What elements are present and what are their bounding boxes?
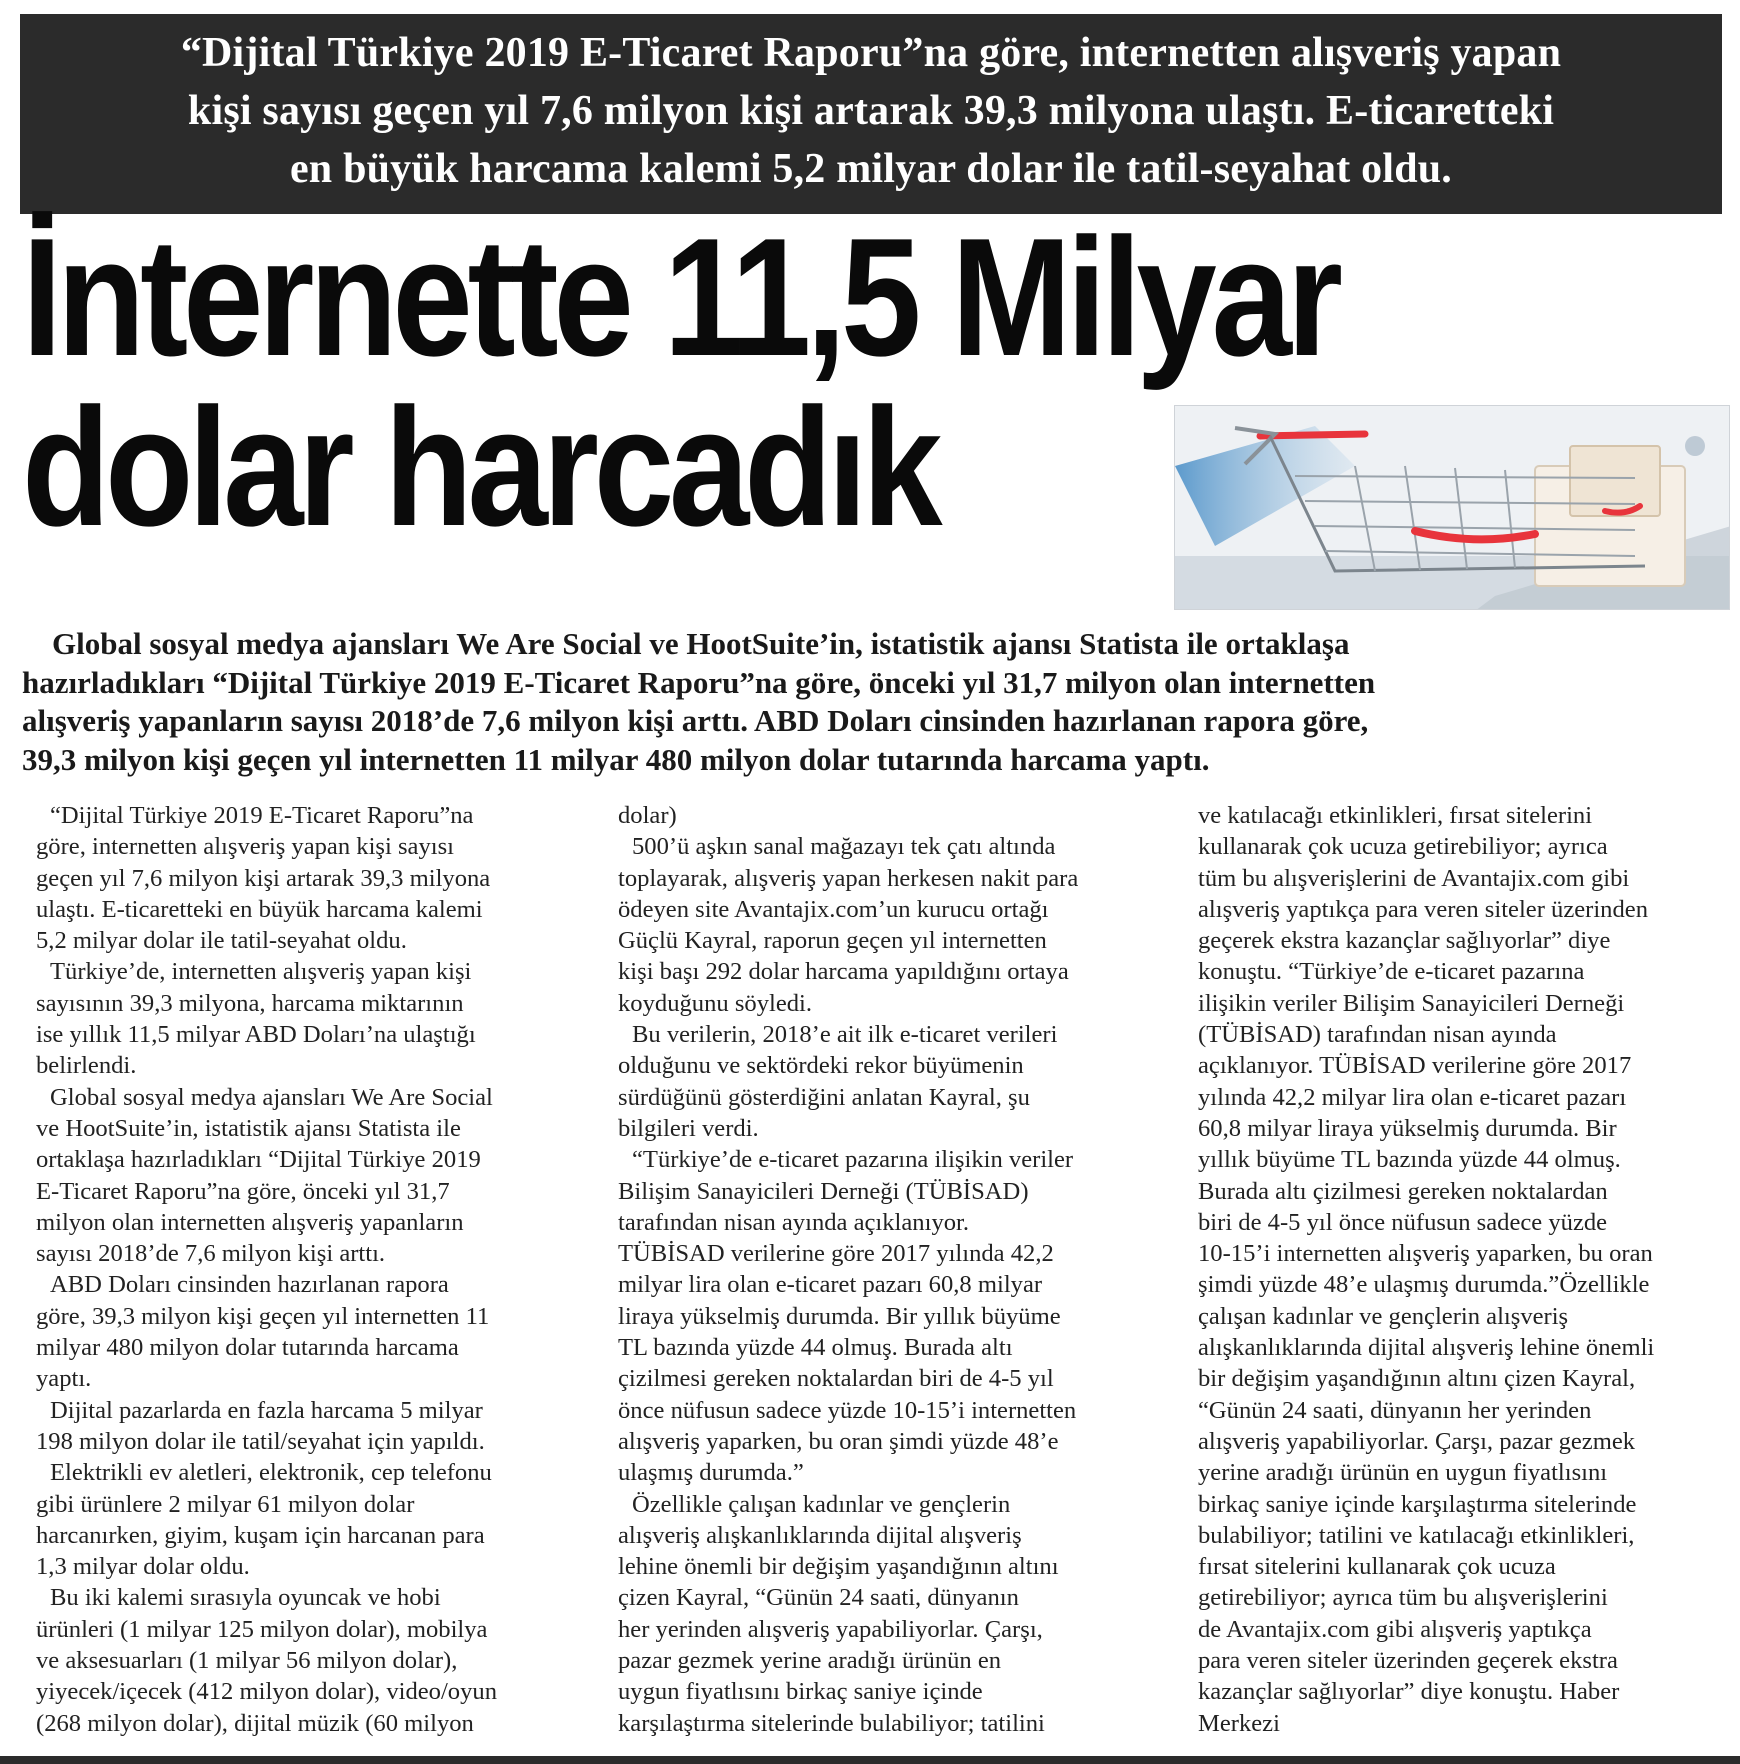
body-line: ulaştı. E-ticaretteki en büyük harcama kalemi xyxy=(36,895,483,923)
body-line: toplayarak, alışveriş yapan herkesen nakit para xyxy=(618,864,1079,892)
body-line: E-Ticaret Raporu”na göre, önceki yıl 31,7 xyxy=(36,1177,450,1205)
body-line: göre, internetten alışveriş yapan kişi sayısı xyxy=(36,833,454,861)
body-line: geçen yıl 7,6 milyon kişi artarak 39,3 milyona xyxy=(36,864,491,892)
lead-line: Global sosyal medya ajansları We Are Social ve HootSuite’in, istatistik ajansı Statista ile ortaklaşa xyxy=(52,626,1350,661)
body-line: milyar 480 milyon dolar tutarında harcama xyxy=(36,1334,459,1362)
body-line: göre, 39,3 milyon kişi geçen yıl internetten 11 xyxy=(36,1302,490,1330)
body-line: belirlendi. xyxy=(36,1052,137,1080)
body-line: Elektrikli ev aletleri, elektronik, cep telefonu xyxy=(50,1459,492,1487)
body-line: sayısı 2018’de 7,6 milyon kişi arttı. xyxy=(36,1240,386,1268)
body-line: “Günün 24 saati, dünyanın her yerinden xyxy=(1198,1396,1592,1424)
bottom-rule xyxy=(0,1756,1740,1764)
body-line: Dijital pazarlarda en fazla harcama 5 milyar xyxy=(50,1396,483,1424)
body-line: yılında 42,2 milyar lira olan e-ticaret pazarı xyxy=(1198,1083,1627,1111)
body-line: 60,8 milyar liraya yükselmiş durumda. Bir xyxy=(1198,1114,1617,1142)
shopping-cart-photo xyxy=(1174,405,1730,610)
body-line: yiyecek/içecek (412 milyon dolar), video/oyun xyxy=(36,1678,497,1706)
body-line: çizilmesi gereken noktalardan biri de 4-5 yıl xyxy=(618,1365,1054,1393)
deck-line: en büyük harcama kalemi 5,2 milyar dolar ile tatil-seyahat oldu. xyxy=(289,146,1453,192)
body-line: bir değişim yaşandığının altını çizen Kayral, xyxy=(1198,1365,1636,1393)
body-line: biri de 4-5 yıl önce nüfusun sadece yüzde xyxy=(1198,1208,1608,1236)
body-line: lehine önemli bir değişim yaşandığının altını xyxy=(618,1553,1059,1581)
body-line: karşılaştırma sitelerinde bulabiliyor; tatilini xyxy=(618,1709,1045,1737)
body-line: (268 milyon dolar), dijital müzik (60 milyon xyxy=(36,1709,474,1737)
body-line: ABD Doları cinsinden hazırlanan rapora xyxy=(50,1271,449,1299)
body-line: tarafından nisan ayında açıklanıyor. xyxy=(618,1208,970,1236)
body-line: uygun fiyatlısını birkaç saniye içinde xyxy=(618,1678,983,1706)
lead-line: 39,3 milyon kişi geçen yıl internetten 11 milyar 480 milyon dolar tutarında harcama yaptı. xyxy=(22,741,1210,777)
body-line: yerine aradığı ürünün en uygun fiyatlısını xyxy=(1198,1459,1608,1487)
body-line: bulabiliyor; tatilini ve katılacağı etkinlikleri, xyxy=(1198,1521,1635,1549)
lead-paragraph xyxy=(22,625,1722,779)
body-line: Türkiye’de, internetten alışveriş yapan kişi xyxy=(50,958,472,986)
body-line: “Dijital Türkiye 2019 E-Ticaret Raporu”na xyxy=(50,802,474,829)
deck-line: kişi sayısı geçen yıl 7,6 milyon kişi artarak 39,3 milyona ulaştı. E-ticaretteki xyxy=(187,88,1555,134)
body-line: önce nüfusun sadece yüzde 10-15’i internetten xyxy=(618,1396,1077,1424)
body-line: sayısının 39,3 milyona, harcama miktarının xyxy=(36,989,464,1017)
body-line: ürünleri (1 milyar 125 milyon dolar), mobilya xyxy=(36,1615,488,1643)
body-line: ve aksesuarları (1 milyar 56 milyon dolar), xyxy=(36,1647,458,1675)
body-line: birkaç saniye içinde karşılaştırma sitelerinde xyxy=(1198,1490,1637,1518)
body-line: dolar) xyxy=(618,802,677,829)
body-line: ise yıllık 11,5 milyar ABD Doları’na ulaştığı xyxy=(36,1021,476,1049)
body-line: (TÜBİSAD) tarafından nisan ayında xyxy=(1198,1021,1557,1049)
deck-line: “Dijital Türkiye 2019 E-Ticaret Raporu”na göre, internetten alışveriş yapan xyxy=(180,30,1562,76)
body-line: alışveriş yapabiliyorlar. Çarşı, pazar gezmek xyxy=(1198,1427,1636,1455)
body-line: TÜBİSAD verilerine göre 2017 yılında 42,2 xyxy=(618,1240,1054,1268)
body-line: para veren siteler üzerinden geçerek ekstra xyxy=(1198,1647,1618,1675)
body-line: gibi ürünlere 2 milyar 61 milyon dolar xyxy=(36,1490,415,1518)
body-line: Bu iki kalemi sırasıyla oyuncak ve hobi xyxy=(50,1584,441,1612)
headline-line-2: dolar harcadık xyxy=(22,373,938,561)
lead-line: hazırladıkları “Dijital Türkiye 2019 E-Ticaret Raporu”na göre, önceki yıl 31,7 milyon olan internetten xyxy=(22,664,1376,700)
body-line: Özellikle çalışan kadınlar ve gençlerin xyxy=(632,1490,1011,1518)
body-line: Global sosyal medya ajansları We Are Social xyxy=(50,1083,493,1111)
body-line: liraya yükselmiş durumda. Bir yıllık büyüme xyxy=(618,1302,1061,1330)
body-line: ödeyen site Avantajix.com’un kurucu ortağı xyxy=(618,895,1049,923)
body-line: alışveriş yaptıkça para veren siteler üzerinden xyxy=(1198,895,1648,923)
body-line: alışkanlıklarında dijital alışveriş lehine önemli xyxy=(1198,1334,1655,1362)
body-line: ilişikin veriler Bilişim Sanayicileri Derneği xyxy=(1198,989,1625,1017)
body-column-3 xyxy=(1198,800,1740,1739)
body-line: her yerinden alışveriş yapabiliyorlar. Çarşı, xyxy=(618,1615,1043,1643)
body-line: Bilişim Sanayicileri Derneği (TÜBİSAD) xyxy=(618,1177,1029,1205)
body-line: kazançlar sağlıyorlar” diye konuştu. Haber xyxy=(1198,1678,1620,1706)
body-line: yıllık büyüme TL bazında yüzde 44 olmuş. xyxy=(1198,1146,1621,1174)
body-line: Merkezi xyxy=(1198,1709,1280,1737)
body-line: çalışan kadınlar ve gençlerin alışveriş xyxy=(1198,1302,1569,1330)
body-line: ve katılacağı etkinlikleri, fırsat sitelerini xyxy=(1198,802,1593,829)
body-line: yaptı. xyxy=(36,1365,92,1393)
body-line: ve HootSuite’in, istatistik ajansı Statista ile xyxy=(36,1114,461,1142)
body-line: konuştu. “Türkiye’de e-ticaret pazarına xyxy=(1198,958,1585,986)
headline xyxy=(22,203,1338,561)
body-line: olduğunu ve sektördeki rekor büyümenin xyxy=(618,1052,1024,1080)
body-line: geçerek ekstra kazançlar sağlıyorlar” diye xyxy=(1198,927,1611,955)
body-line: 500’ü aşkın sanal mağazayı tek çatı altında xyxy=(632,833,1056,861)
body-line: tüm bu alışverişlerini de Avantajix.com gibi xyxy=(1198,864,1630,892)
body-line: de Avantajix.com gibi alışveriş yaptıkça xyxy=(1198,1615,1592,1643)
body-line: 198 milyon dolar ile tatil/seyahat için yapıldı. xyxy=(36,1427,485,1455)
shopping-cart-icon xyxy=(1175,406,1730,610)
deck-box xyxy=(20,14,1722,214)
lead-line: alışveriş yapanların sayısı 2018’de 7,6 milyon kişi arttı. ABD Doları cinsinden hazırlanan rapora göre, xyxy=(22,703,1369,738)
body-line: harcanırken, giyim, kuşam için harcanan para xyxy=(36,1521,485,1549)
body-line: ortaklaşa hazırladıkları “Dijital Türkiye 2019 xyxy=(36,1146,481,1174)
body-line: milyon olan internetten alışveriş yapanların xyxy=(36,1208,464,1236)
body-line: sürdüğünü gösterdiğini anlatan Kayral, şu xyxy=(618,1083,1030,1111)
body-line: Güçlü Kayral, raporun geçen yıl internetten xyxy=(618,927,1047,955)
body-line: ulaşmış durumda.” xyxy=(618,1459,804,1487)
body-line: kullanarak çok ucuza getirebiliyor; ayrıca xyxy=(1198,833,1608,861)
body-line: alışveriş alışkanlıklarında dijital alışveriş xyxy=(618,1521,1022,1549)
body-line: açıklanıyor. TÜBİSAD verilerine göre 2017 xyxy=(1198,1052,1632,1080)
body-line: milyar lira olan e-ticaret pazarı 60,8 milyar xyxy=(618,1271,1043,1299)
body-line: alışveriş yaparken, bu oran şimdi yüzde 48’e xyxy=(618,1427,1059,1455)
body-line: “Türkiye’de e-ticaret pazarına ilişikin veriler xyxy=(632,1146,1074,1174)
body-line: 10-15’i internetten alışveriş yaparken, bu oran xyxy=(1198,1240,1653,1268)
body-line: çizen Kayral, “Günün 24 saati, dünyanın xyxy=(618,1584,1019,1612)
body-line: Burada altı çizilmesi gereken noktalardan xyxy=(1198,1177,1608,1205)
body-line: 1,3 milyar dolar oldu. xyxy=(36,1553,250,1581)
body-line: Bu verilerin, 2018’e ait ilk e-ticaret verileri xyxy=(632,1021,1058,1049)
headline-line-1: İnternette 11,5 Milyar xyxy=(22,203,1338,391)
body-line: fırsat sitelerini kullanarak çok ucuza xyxy=(1198,1553,1556,1581)
body-line: getirebiliyor; ayrıca tüm bu alışverişlerini xyxy=(1198,1584,1608,1612)
body-line: koyduğunu söyledi. xyxy=(618,989,813,1017)
body-line: TL bazında yüzde 44 olmuş. Burada altı xyxy=(618,1334,1013,1362)
body-line: pazar gezmek yerine aradığı ürünün en xyxy=(618,1647,1002,1675)
body-line: şimdi yüzde 48’e ulaşmış durumda.”Özellikle xyxy=(1198,1271,1650,1299)
body-line: kişi başı 292 dolar harcama yapıldığını ortaya xyxy=(618,958,1069,986)
body-column-1 xyxy=(36,800,584,1739)
body-line: 5,2 milyar dolar ile tatil-seyahat oldu. xyxy=(36,927,407,955)
body-line: bilgileri verdi. xyxy=(618,1114,759,1142)
body-column-2 xyxy=(618,800,1166,1739)
